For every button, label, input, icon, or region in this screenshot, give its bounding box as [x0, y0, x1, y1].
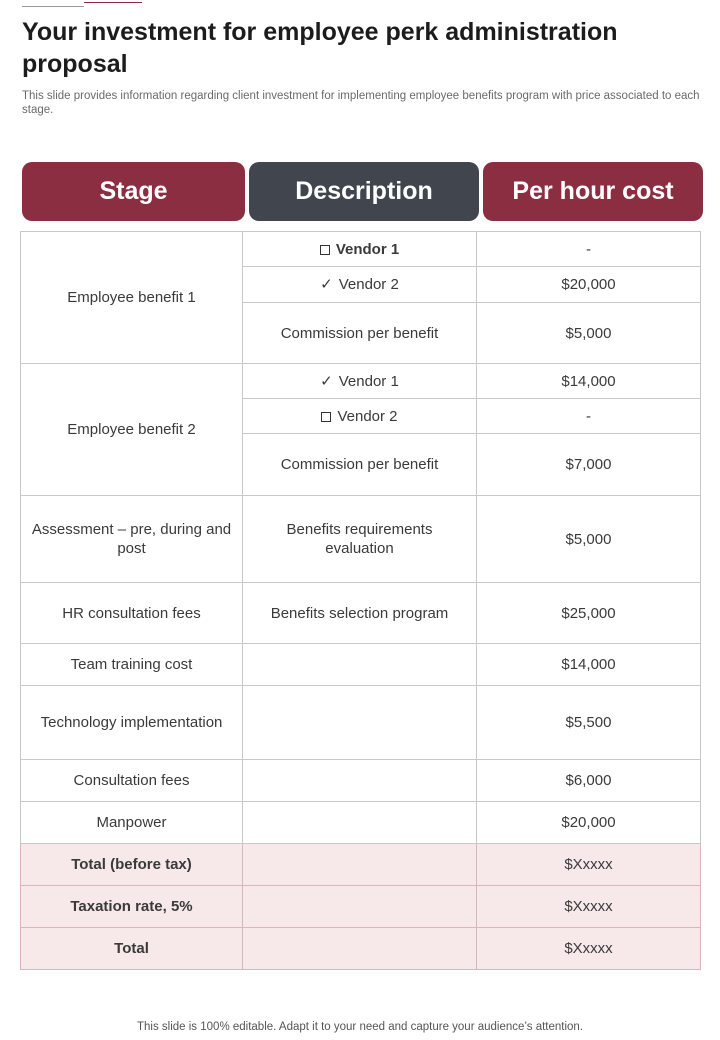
- description-cell: Commission per benefit: [243, 303, 477, 364]
- total-row: [21, 928, 701, 970]
- table-row: [21, 802, 701, 844]
- stage-cell: Consultation fees: [21, 760, 243, 802]
- description-cell: [243, 267, 477, 303]
- stage-cell: Employee benefit 1: [21, 232, 243, 364]
- checkmark-icon: ✓: [320, 276, 333, 293]
- investment-table: [20, 231, 701, 970]
- total-label: Total: [21, 928, 243, 970]
- vendor-label: Vendor 1: [338, 372, 399, 390]
- table-row: [21, 686, 701, 760]
- page-subtitle: This slide provides information regarding client investment for implementing employee benefits program with price associated to each stage.: [22, 90, 700, 116]
- page-title: Your investment for employee perk administration proposal: [22, 18, 618, 78]
- cost-cell: $20,000: [477, 267, 701, 303]
- decorative-line: [22, 6, 84, 7]
- description-cell: [243, 760, 477, 802]
- cost-cell: $14,000: [477, 644, 701, 686]
- total-value: $Xxxxx: [477, 844, 701, 886]
- table-row: [21, 232, 701, 267]
- description-cell: Commission per benefit: [243, 434, 477, 496]
- stage-cell: Assessment – pre, during and post: [21, 496, 243, 583]
- table-row: [21, 496, 701, 583]
- stage-cell: HR consultation fees: [21, 583, 243, 644]
- cost-cell: $5,000: [477, 496, 701, 583]
- description-cell: [243, 399, 477, 434]
- vendor-label: Vendor 1: [335, 240, 400, 258]
- total-label: Total (before tax): [21, 844, 243, 886]
- stage-header: Stage: [22, 162, 245, 221]
- cost-cell: $5,500: [477, 686, 701, 760]
- total-value: $Xxxxx: [477, 928, 701, 970]
- description-cell: [243, 364, 477, 399]
- stage-cell: Employee benefit 2: [21, 364, 243, 496]
- stage-cell: Technology implementation: [21, 686, 243, 760]
- cost-cell: $14,000: [477, 364, 701, 399]
- description-cell: [243, 686, 477, 760]
- table-row: [21, 364, 701, 399]
- total-label: Taxation rate, 5%: [21, 886, 243, 928]
- footer-note: This slide is 100% editable. Adapt it to your need and capture your audience’s attention.: [136, 1021, 584, 1033]
- description-cell: [243, 844, 477, 886]
- checkbox-unchecked-icon: [320, 245, 330, 255]
- cost-cell: $6,000: [477, 760, 701, 802]
- cost-cell: -: [477, 232, 701, 267]
- description-cell: [243, 802, 477, 844]
- cost-cell: $25,000: [477, 583, 701, 644]
- description-cell: Benefits selection program: [243, 583, 477, 644]
- total-value: $Xxxxx: [477, 886, 701, 928]
- vendor-label: Vendor 2: [337, 407, 398, 425]
- description-cell: [243, 232, 477, 267]
- description-cell: [243, 928, 477, 970]
- cost-cell: -: [477, 399, 701, 434]
- stage-cell: Manpower: [21, 802, 243, 844]
- cost-cell: $7,000: [477, 434, 701, 496]
- description-header: Description: [249, 162, 479, 221]
- table-row: [21, 760, 701, 802]
- per-hour-cost-header: Per hour cost: [483, 162, 703, 221]
- decorative-accent-line: [84, 2, 142, 3]
- cost-cell: $5,000: [477, 303, 701, 364]
- description-cell: [243, 644, 477, 686]
- stage-cell: Team training cost: [21, 644, 243, 686]
- table-row: [21, 583, 701, 644]
- cost-cell: $20,000: [477, 802, 701, 844]
- description-cell: [243, 886, 477, 928]
- table-row: [21, 644, 701, 686]
- checkmark-icon: ✓: [320, 372, 333, 390]
- total-row: [21, 844, 701, 886]
- description-cell: Benefits requirements evaluation: [243, 496, 477, 583]
- checkbox-unchecked-icon: [321, 412, 331, 422]
- total-row: [21, 886, 701, 928]
- vendor-label: Vendor 2: [338, 276, 399, 293]
